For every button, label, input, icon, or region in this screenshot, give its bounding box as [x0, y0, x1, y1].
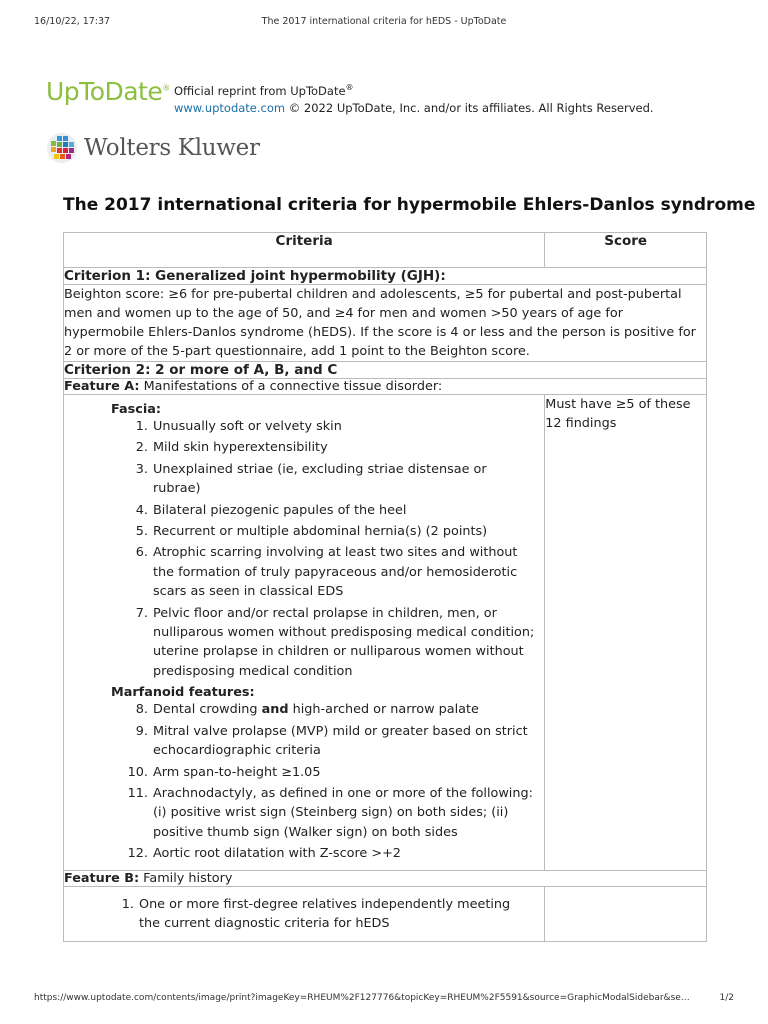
- featureB-label: Feature B:: [64, 870, 140, 886]
- item-number: 12.: [127, 846, 148, 862]
- list-item: [64, 895, 544, 934]
- item-number: 6.: [135, 545, 148, 561]
- criterion2-title-row: [64, 362, 707, 379]
- item-text-part: high-arched or narrow palate: [288, 702, 479, 718]
- item-text: Bilateral piezogenic papules of the heel: [153, 502, 407, 518]
- item-number: 1.: [135, 419, 148, 434]
- featureB-list: [64, 895, 544, 934]
- featureB-findings-row: [64, 886, 707, 942]
- item-text: Unexplained striae (ie, excluding striae distensae or rubrae): [153, 461, 487, 497]
- item-number: 1.: [121, 896, 134, 912]
- featureA-label: Feature A:: [64, 379, 140, 394]
- item-text: Atrophic scarring involving at least two sites and without the formation of truly papyraceous and/or hemosiderotic scars as seen in classical EDS: [153, 545, 518, 600]
- list-item: [64, 522, 544, 541]
- item-number: 10.: [127, 764, 148, 780]
- featureB-heading: [64, 870, 707, 886]
- criterion2-title: Criterion 2: 2 or more of A, B, and C: [64, 362, 707, 379]
- item-text: Aortic root dilatation with Z-score >+2: [153, 846, 401, 862]
- featureA-score: Must have ≥5 of these 12 findings: [545, 395, 707, 871]
- wolters-kluwer-globe-icon: [46, 132, 78, 164]
- list-item: [64, 700, 544, 719]
- item-number: 3.: [135, 461, 148, 477]
- item-number: 7.: [135, 605, 148, 621]
- print-page-title: The 2017 international criteria for hEDS - UpToDate: [261, 16, 507, 27]
- uptodate-logo-text: UpToDate: [46, 77, 163, 106]
- item-text: Arm span-to-height ≥1.05: [153, 764, 321, 780]
- featureB-row: [64, 870, 707, 886]
- table-header-row: [64, 233, 707, 268]
- item-number: 4.: [135, 502, 148, 518]
- reprint-registered-mark: ®: [345, 83, 354, 92]
- item-text: Mild skin hyperextensibility: [153, 440, 328, 456]
- print-datetime: 16/10/22, 17:37: [34, 16, 111, 27]
- item-number: 2.: [135, 440, 148, 456]
- item-number: 5.: [135, 524, 148, 540]
- criteria-table: [63, 232, 707, 942]
- list-item: [64, 763, 544, 782]
- criterion1-title-row: [64, 268, 707, 285]
- featureA-row: [64, 379, 707, 395]
- featureB-text: Family history: [143, 870, 233, 886]
- featureA-findings-row: [64, 395, 707, 871]
- list-item: [64, 501, 544, 520]
- item-number: 8.: [135, 702, 148, 718]
- print-url: https://www.uptodate.com/contents/image/print?imageKey=RHEUM%2F127776&topicKey=RHEUM%2F5591&source=GraphicModalSidebar&se…: [34, 993, 690, 1003]
- wolters-kluwer-text: Wolters Kluwer: [84, 135, 260, 161]
- criterion1-text-row: [64, 285, 707, 362]
- criterion1-text: Beighton score: ≥6 for pre-pubertal children and adolescents, ≥5 for pubertal and post-pubertal men and women up to the age of 50, and ≥4 for men and women >50 years of age for hypermobile Ehlers-Danlos syndrome (hEDS). If the score is 4 or less and the person is positive for 2 or more of the 5-part questionnaire, add 1 point to the Beighton score.: [64, 285, 707, 362]
- featureA-text: Manifestations of a connective tissue disorder:: [143, 379, 443, 394]
- item-number: 9.: [135, 723, 148, 739]
- item-text: [153, 700, 544, 719]
- uptodate-logo[interactable]: [46, 77, 170, 106]
- item-text: Mitral valve prolapse (MVP) mild or greater based on strict echocardiographic criteria: [153, 723, 528, 759]
- item-text: Arachnodactyly, as defined in one or more of the following: (i) positive wrist sign (Steinberg sign) on both sides; (ii) positive thumb sign (Walker sign) on both sides: [153, 785, 533, 840]
- wolters-kluwer-logo: [46, 132, 260, 164]
- score-column-header: Score: [545, 233, 707, 268]
- copyright-text: © 2022 UpToDate, Inc. and/or its affiliates. All Rights Reserved.: [288, 100, 654, 115]
- list-item: [64, 604, 544, 682]
- registered-mark: ®: [162, 83, 170, 93]
- marfanoid-list: [64, 700, 544, 863]
- list-item: [64, 844, 544, 863]
- featureA-heading: [64, 379, 707, 395]
- list-item: [64, 438, 544, 457]
- featureA-findings-cell: [64, 395, 545, 871]
- item-text: Unusually soft or velvety skin: [153, 419, 342, 434]
- item-text: Pelvic floor and/or rectal prolapse in children, men, or nulliparous women without predisposing medical condition; uterine prolapse in children or nulliparous women without predisposing medical condition: [153, 605, 535, 679]
- item-text: Recurrent or multiple abdominal hernia(s) (2 points): [153, 524, 488, 540]
- item-number: 11.: [127, 785, 148, 801]
- item-text-part: Dental crowding: [153, 702, 262, 718]
- criterion1-title: Criterion 1: Generalized joint hypermobility (GJH):: [64, 268, 707, 285]
- reprint-notice: [174, 79, 654, 117]
- list-item: [64, 417, 544, 436]
- criteria-column-header: Criteria: [64, 233, 545, 268]
- list-item: [64, 543, 544, 601]
- featureB-findings-cell: [64, 886, 545, 942]
- fascia-list: [64, 417, 544, 681]
- print-page-number: 1/2: [719, 993, 734, 1003]
- featureB-score: [545, 886, 707, 942]
- uptodate-site-link[interactable]: www.uptodate.com: [174, 100, 286, 115]
- marfanoid-heading: Marfanoid features:: [111, 685, 255, 701]
- fascia-heading: Fascia:: [111, 402, 161, 417]
- list-item: [64, 460, 544, 499]
- item-text-emphasis: and: [261, 702, 289, 718]
- item-text: One or more first-degree relatives independently meeting the current diagnostic criteria for hEDS: [139, 896, 511, 931]
- list-item: [64, 722, 544, 761]
- reprint-line: Official reprint from UpToDate: [174, 83, 346, 98]
- list-item: [64, 784, 544, 842]
- document-title: The 2017 international criteria for hypermobile Ehlers-Danlos syndrome: [63, 195, 756, 215]
